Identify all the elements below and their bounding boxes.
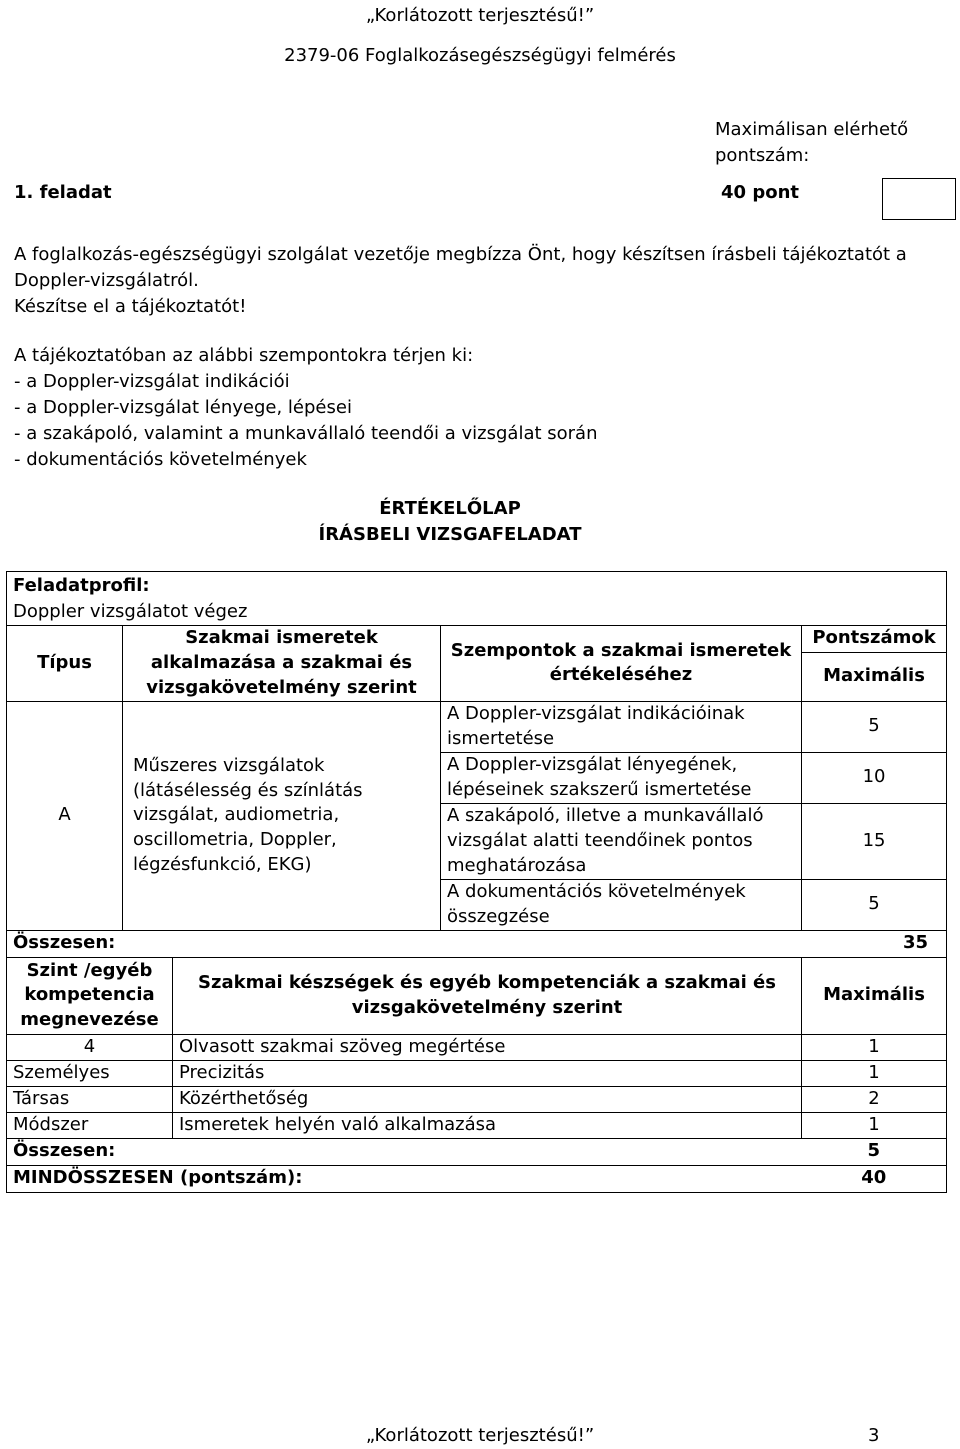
type-header: Típus [7,625,123,701]
criteria-points: 5 [802,879,947,930]
subtotal-label: Összesen: [7,930,802,957]
competence-level-header: Szint /egyéb kompetencia megnevezése [7,957,173,1034]
criteria-points: 5 [802,701,947,752]
competence-row [7,1112,947,1138]
column-header-row [7,625,947,652]
profile-row [7,572,947,601]
subtotal-row [7,930,947,957]
competence-row [7,1060,947,1086]
evaluation-sheet-subtitle: ÍRÁSBELI VIZSGAFELADAT [318,524,582,545]
grand-total-value: 40 [802,1165,947,1192]
criteria-text: A dokumentációs követelmények összegzése [441,879,802,930]
max-points-header: Maximális [802,652,947,701]
competence-row [7,1086,947,1112]
competence-desc-header: Szakmai készségek és egyéb kompetenciák a szakmai és vizsgakövetelmény szerint [173,957,802,1034]
criteria-row [7,701,947,752]
competence-name: Ismeretek helyén való alkalmazása [173,1112,802,1138]
knowledge-header: Szakmai ismeretek alkalmazása a szakmai és vizsgakövetelmény szerint [123,625,441,701]
criteria-text: A Doppler-vizsgálat indikációinak ismertetése [441,701,802,752]
competence-level: 4 [7,1034,173,1060]
competence-name: Olvasott szakmai szöveg megértése [173,1034,802,1060]
restricted-distribution-header: „Korlátozott terjesztésű!” [365,5,595,26]
restricted-distribution-footer: „Korlátozott terjesztésű!” [365,1425,595,1446]
max-points-label-line2: pontszám: [715,145,810,166]
competence-points: 2 [802,1086,947,1112]
criteria-points: 10 [802,752,947,803]
subtotal-value: 5 [802,1138,947,1165]
instruction-line-3: Készítse el a tájékoztatót! [14,296,247,317]
competence-name: Közérthetőség [173,1086,802,1112]
max-points-label-line1: Maximálisan elérhető [715,119,909,140]
criteria-item: - a Doppler-vizsgálat indikációi [14,371,290,392]
competence-name: Precizitás [173,1060,802,1086]
grand-total-row [7,1165,947,1192]
subtotal-label: Összesen: [7,1138,802,1165]
criteria-item: - a szakápoló, valamint a munkavállaló teendői a vizsgálat során [14,423,598,444]
score-box [882,178,956,220]
competence-level: Módszer [7,1112,173,1138]
evaluation-sheet-title: ÉRTÉKELŐLAP [379,498,521,519]
evaluation-table [6,571,947,1193]
criteria-points: 15 [802,803,947,879]
criteria-text: A szakápoló, illetve a munkavállaló vizsgálat alatti teendőinek pontos meghatározása [441,803,802,879]
criteria-header: Szempontok a szakmai ismeretek értékeléséhez [441,625,802,701]
exam-code-title: 2379-06 Foglalkozásegészségügyi felmérés [284,45,676,66]
grand-total-label: MINDÖSSZESEN (pontszám): [7,1165,802,1192]
competence-level: Társas [7,1086,173,1112]
competence-max-header: Maximális [802,957,947,1034]
type-value: A [7,701,123,930]
profile-value-row [7,600,947,625]
points-header: Pontszámok [802,625,947,652]
instruction-line-1: A foglalkozás-egészségügyi szolgálat vezetője megbízza Önt, hogy készítsen írásbeli tájékoztatót a [14,244,907,265]
profile-label: Feladatprofil: [13,574,150,596]
competence-points: 1 [802,1112,947,1138]
knowledge-value: Műszeres vizsgálatok (látásélesség és színlátás vizsgálat, audiometria, oscillometria, Doppler, légzésfunkció, EKG) [123,701,441,930]
page-number: 3 [868,1425,880,1446]
competence-level: Személyes [7,1060,173,1086]
subtotal-value: 35 [802,930,947,957]
profile-value: Doppler vizsgálatot végez [13,601,248,622]
competence-header-row [7,957,947,1034]
subtotal-row [7,1138,947,1165]
criteria-item: - a Doppler-vizsgálat lényege, lépései [14,397,352,418]
task-number: 1. feladat [14,182,112,203]
criteria-text: A Doppler-vizsgálat lényegének, lépéseinek szakszerű ismertetése [441,752,802,803]
competence-points: 1 [802,1034,947,1060]
criteria-item: - dokumentációs követelmények [14,449,307,470]
competence-points: 1 [802,1060,947,1086]
instruction-line-2: Doppler-vizsgálatról. [14,270,199,291]
competence-row [7,1034,947,1060]
task-points: 40 pont [721,182,799,203]
criteria-intro: A tájékoztatóban az alábbi szempontokra térjen ki: [14,345,474,366]
